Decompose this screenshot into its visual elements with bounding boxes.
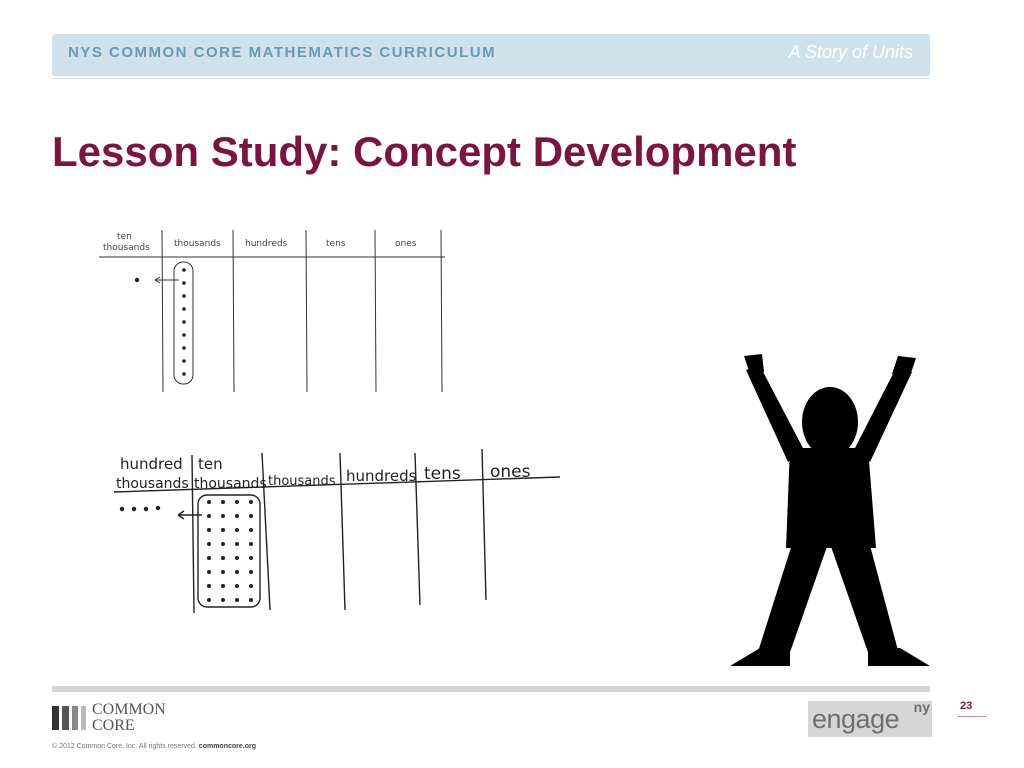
chart1-header-ten: ten	[117, 232, 132, 242]
regrouped-dots	[120, 506, 160, 511]
footer-divider	[52, 686, 930, 692]
chart1-header-col5: ones	[395, 239, 417, 249]
engageny-logo: engage ny	[808, 701, 932, 737]
chart1-header-col3: hundreds	[245, 239, 288, 249]
story-of-units-label: A Story of Units	[788, 42, 913, 62]
place-value-chart-small	[95, 222, 455, 397]
slide-title: Lesson Study: Concept Development	[52, 128, 797, 175]
chart2-header-col4: hundreds	[346, 467, 417, 485]
ten-thousands-dots	[207, 500, 253, 602]
celebrating-person-icon	[728, 348, 932, 670]
commoncore-link[interactable]: commoncore.org	[198, 743, 256, 750]
common-core-logo-icon	[52, 704, 92, 732]
page-number-underline	[958, 716, 986, 717]
chart2-header-ten: ten	[198, 455, 223, 473]
chart2-header-col6: ones	[490, 462, 531, 482]
chart1-header-col4: tens	[326, 239, 346, 249]
copyright-notice: © 2012 Common Core, Inc. All rights reserved. commoncore.org	[52, 743, 256, 750]
chart2-header-col3: thousands	[268, 474, 336, 489]
thousands-dots	[182, 268, 186, 376]
regrouped-dot	[135, 278, 139, 282]
chart1-header-thousands: thousands	[103, 243, 150, 253]
chart2-header-hundred: hundred	[120, 455, 183, 473]
chart1-header-col2: thousands	[174, 239, 221, 249]
chart2-header-thousands: thousands	[116, 476, 189, 492]
chart2-header-col5: tens	[424, 464, 461, 484]
place-value-chart-large	[110, 445, 570, 620]
common-core-wordmark: COMMON CORE	[92, 701, 166, 734]
page-number: 23	[960, 700, 973, 712]
curriculum-label: NYS COMMON CORE MATHEMATICS CURRICULUM	[68, 44, 497, 61]
chart2-header-ten-thousands: thousands	[194, 476, 267, 492]
header-divider	[52, 78, 930, 79]
